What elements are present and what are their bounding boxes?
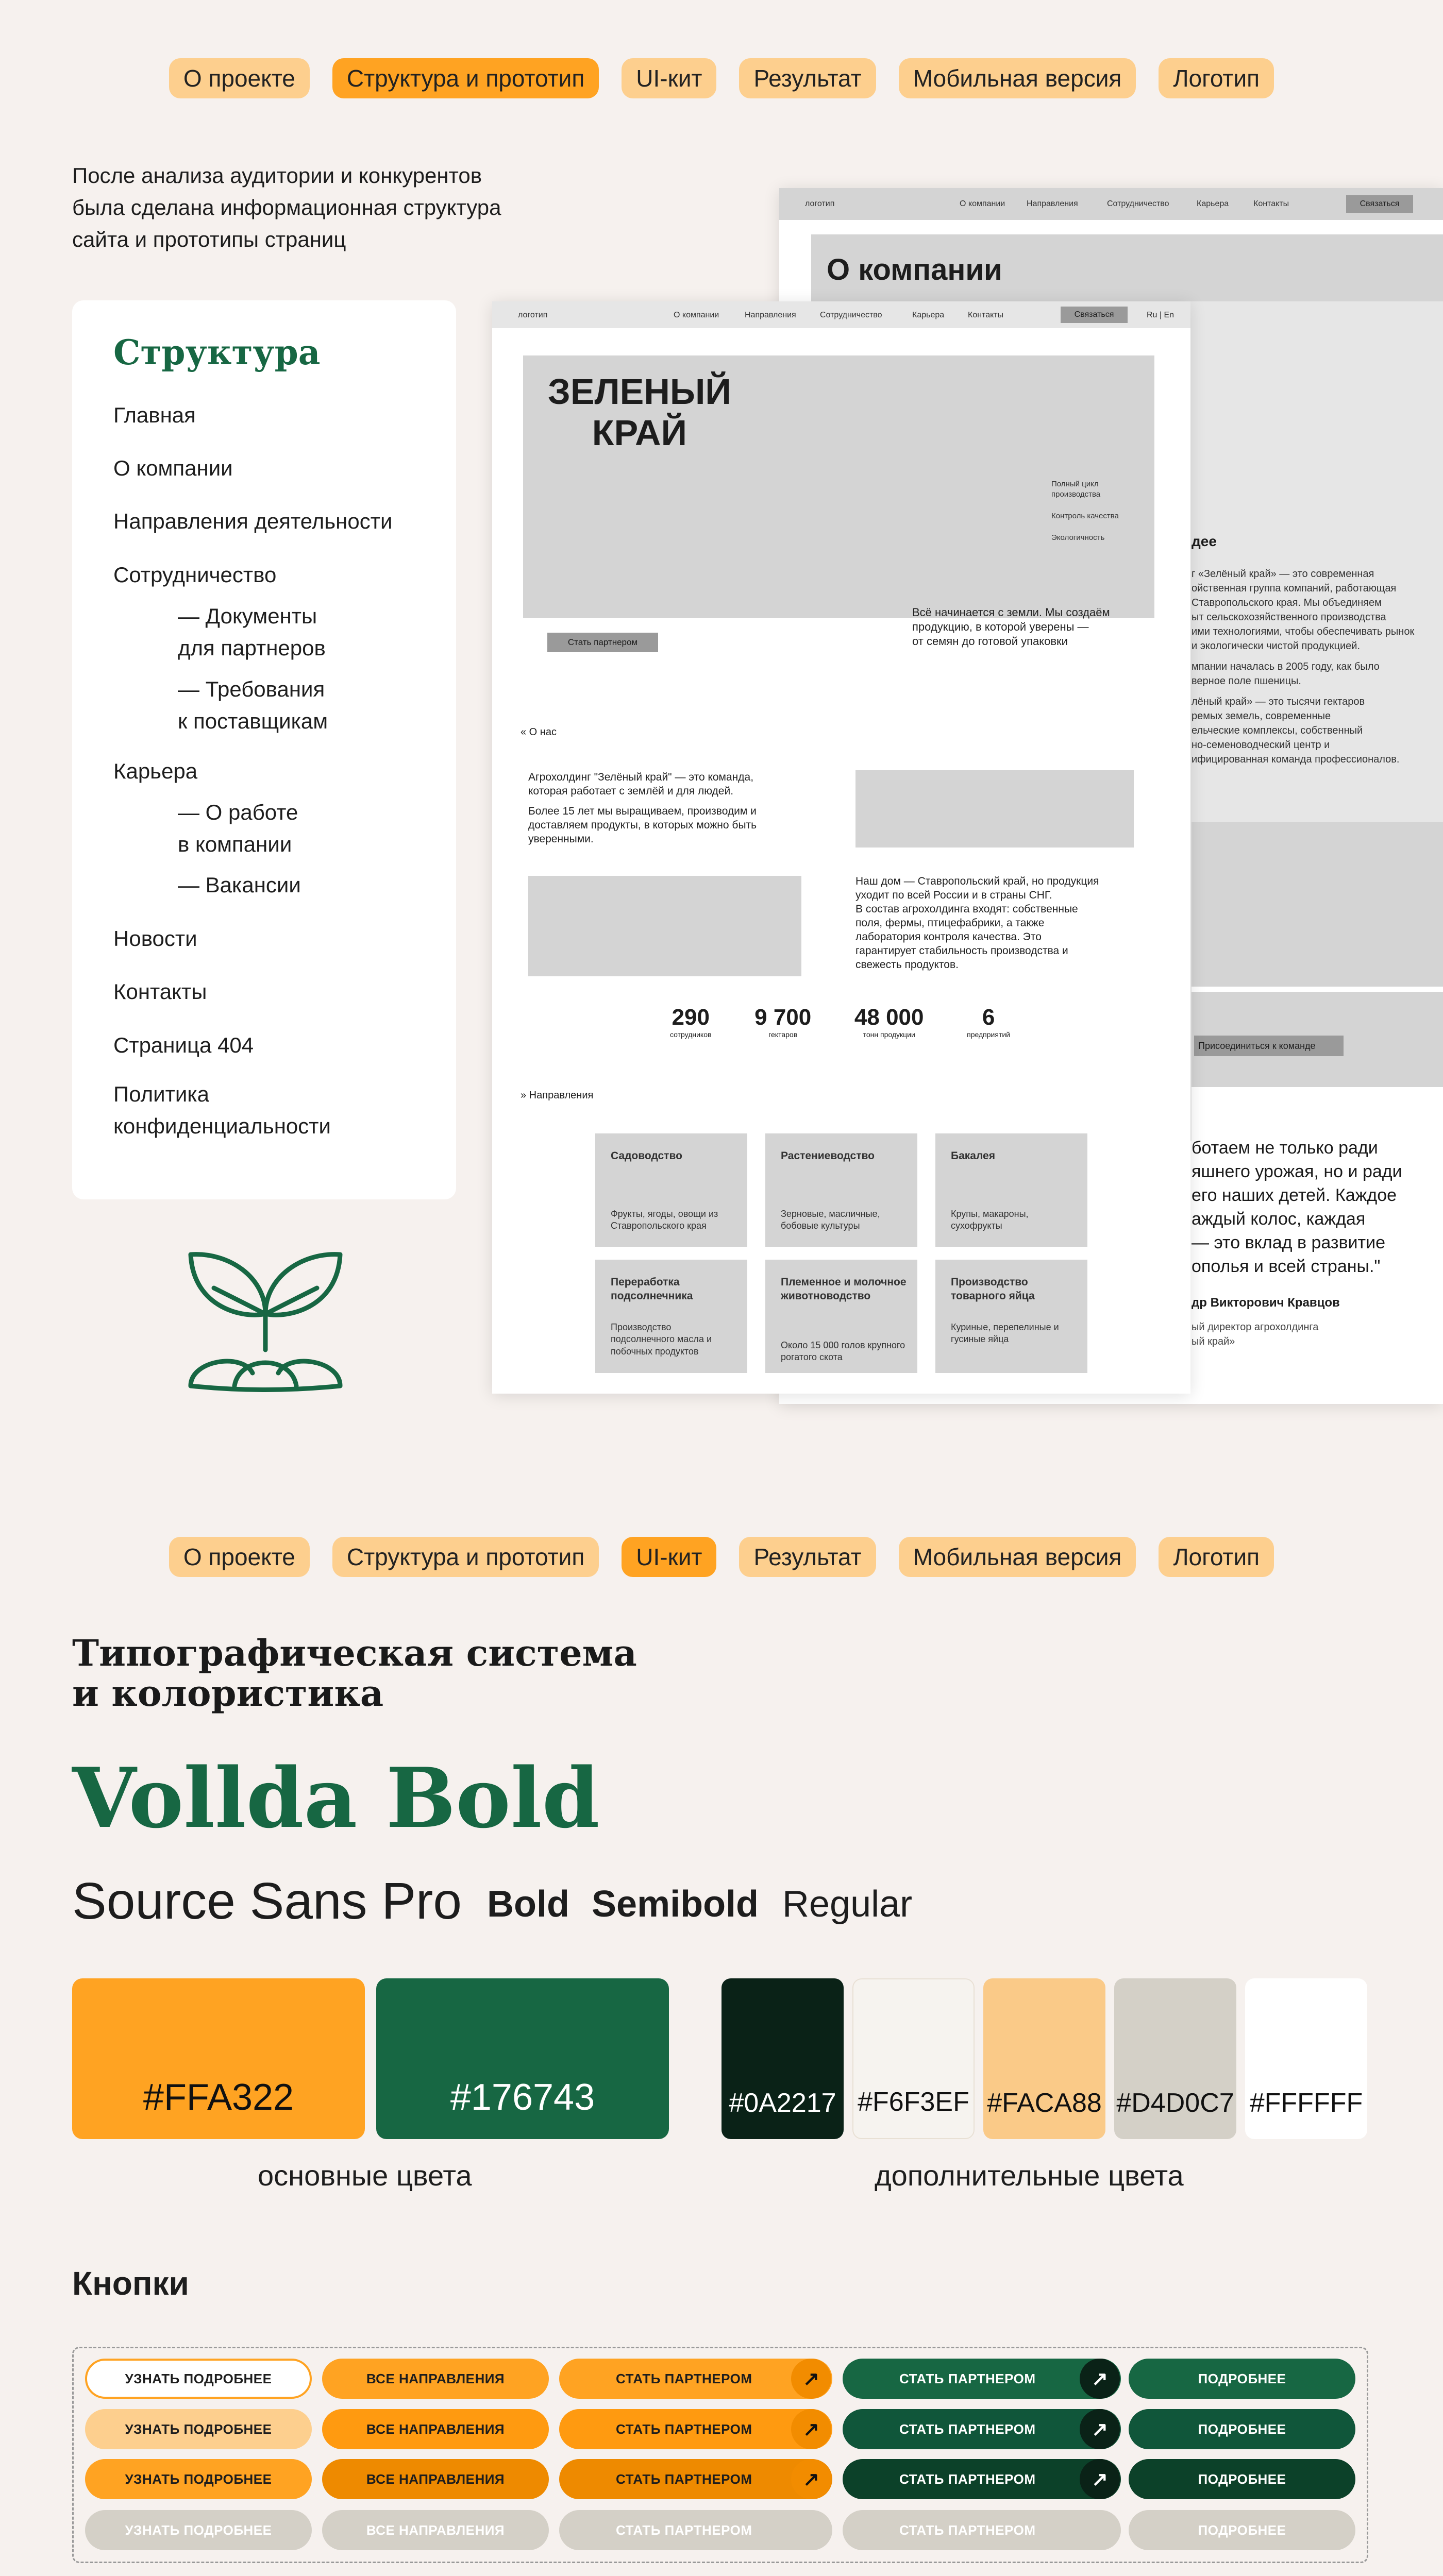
detail-button-active[interactable]: ПОДРОБНЕЕ <box>1129 2459 1355 2499</box>
intro-line: сайта и прототипы страниц <box>72 227 346 251</box>
structure-item: Карьера <box>113 759 198 783</box>
direction-title: Племенное и молочное животноводство <box>781 1276 907 1302</box>
stat-value: 6 <box>982 1005 995 1030</box>
proto-quote-role: ый край» <box>1192 1336 1235 1347</box>
quote-line: ополья и всей страны." <box>1192 1257 1381 1276</box>
partner-green-button-hover[interactable]: СТАТЬ ПАРТНЕРОМ <box>843 2409 1121 2449</box>
structure-item: к поставщикам <box>178 709 328 733</box>
feature-line: Полный цикл <box>1051 480 1099 488</box>
proto-hero-title <box>548 371 731 453</box>
direction-card[interactable] <box>935 1260 1087 1373</box>
direction-text: Производство подсолнечного масла и побочных продуктов <box>611 1322 712 1357</box>
stat-value: 290 <box>672 1005 710 1030</box>
text-line: мпании началась в 2005 году, как было <box>1192 661 1380 672</box>
partner-button-hover[interactable]: СТАТЬ ПАРТНЕРОМ <box>559 2409 832 2449</box>
proto-section-title: дее <box>1192 533 1217 549</box>
font-weight-bold: Bold <box>487 1884 569 1925</box>
structure-item: Направления деятельности <box>113 509 393 533</box>
direction-title: Растениеводство <box>781 1150 875 1162</box>
all-directions-button-hover[interactable]: ВСЕ НАПРАВЛЕНИЯ <box>322 2409 549 2449</box>
nav-uikit[interactable]: UI-кит <box>622 1537 716 1577</box>
nav-structure[interactable]: Структура и прототип <box>332 58 599 98</box>
nav-mobile[interactable]: Мобильная версия <box>899 1537 1136 1577</box>
proto-hero-features <box>1051 479 1119 543</box>
structure-item: Контакты <box>113 979 207 1004</box>
text-line: ифицированная команда профессионалов. <box>1192 754 1400 765</box>
direction-card[interactable] <box>595 1260 747 1373</box>
hero-line: КРАЙ <box>592 413 687 453</box>
stat <box>854 1005 924 1039</box>
text-line: ими технологиями, чтобы обеспечивать рынок <box>1192 626 1415 637</box>
structure-card <box>72 300 456 1199</box>
hero-text-line: Всё начинается с земли. Мы создаём <box>912 606 1110 619</box>
structure-item: Новости <box>113 926 197 951</box>
proto-logo: логотип <box>805 199 835 208</box>
structure-title: Структура <box>113 332 321 372</box>
stat-label: предприятий <box>967 1030 1010 1039</box>
about-line: свежесть продуктов. <box>855 959 959 971</box>
color-swatch-peach: #FACA88 <box>983 1978 1105 2139</box>
nav-uikit[interactable]: UI-кит <box>622 58 716 98</box>
intro-line: была сделана информационная структура <box>72 195 501 219</box>
extra-colors-caption: дополнительные цвета <box>875 2159 1184 2192</box>
proto-menu-item[interactable]: Карьера <box>1197 199 1229 208</box>
structure-item: — Вакансии <box>178 873 301 897</box>
stat-value: 9 700 <box>754 1005 812 1030</box>
arrow-icon[interactable]: ↗ <box>1080 2359 1120 2399</box>
text-line: Ставропольского края. Мы объединяем <box>1192 597 1382 608</box>
color-swatch-cream: #F6F3EF <box>852 1978 975 2139</box>
more-button-hover[interactable]: УЗНАТЬ ПОДРОБНЕЕ <box>85 2409 312 2449</box>
text-line: лёный край» — это тысячи гектаров <box>1192 696 1365 707</box>
structure-item: конфиденциальности <box>113 1114 331 1138</box>
proto-hero-button[interactable]: Стать партнером <box>547 633 658 652</box>
hero-line: ЗЕЛЕНЫЙ <box>548 371 731 412</box>
about-line: Более 15 лет мы выращиваем, производим и <box>528 805 757 817</box>
proto-about-label: « О нас <box>521 726 557 738</box>
about-line: которая работает с землёй и для людей. <box>528 785 734 797</box>
arrow-icon[interactable]: ↗ <box>791 2409 831 2449</box>
proto-directions-label: » Направления <box>521 1090 594 1101</box>
proto-quote <box>1192 1136 1402 1278</box>
structure-item: — О работе <box>178 800 298 824</box>
proto-quote-author: др Викторович Кравцов <box>1192 1296 1340 1310</box>
all-directions-button-active[interactable]: ВСЕ НАПРАВЛЕНИЯ <box>322 2459 549 2499</box>
proto-menu-item[interactable]: Направления <box>1027 199 1078 208</box>
title-line: и колористика <box>72 1672 384 1715</box>
proto-cta-button[interactable]: Связаться <box>1061 307 1128 323</box>
direction-text: Зерновые, масличные, бобовые культуры <box>781 1209 880 1231</box>
stat-label: гектаров <box>768 1030 798 1039</box>
proto-menu-item[interactable]: О компании <box>960 199 1005 208</box>
stat-label: сотрудников <box>670 1030 712 1039</box>
about-line: поля, фермы, птицефабрики, а также <box>855 917 1045 929</box>
partner-green-button-active[interactable]: СТАТЬ ПАРТНЕРОМ <box>843 2459 1121 2499</box>
color-swatch-orange: #FFA322 <box>72 1978 365 2139</box>
proto-join-button[interactable]: Присоединиться к команде <box>1194 1036 1344 1056</box>
typography-title <box>72 1633 637 1714</box>
partner-button-active[interactable]: СТАТЬ ПАРТНЕРОМ <box>559 2459 832 2499</box>
all-directions-button-disabled[interactable]: ВСЕ НАПРАВЛЕНИЯ <box>322 2510 549 2550</box>
feature-line: Экологичность <box>1051 533 1105 542</box>
quote-line: его наших детей. Каждое <box>1192 1185 1397 1205</box>
feature-line: Контроль качества <box>1051 512 1119 520</box>
detail-button-disabled[interactable]: ПОДРОБНЕЕ <box>1129 2510 1355 2550</box>
structure-item: — Документы <box>178 604 317 628</box>
prototype-home-page <box>492 301 1190 1394</box>
nav-logo[interactable]: Логотип <box>1159 1537 1274 1577</box>
proto-cta-button[interactable]: Связаться <box>1346 195 1413 213</box>
proto-menu-item[interactable]: Направления <box>745 311 796 319</box>
all-directions-button-default[interactable]: ВСЕ НАПРАВЛЕНИЯ <box>322 2359 549 2399</box>
feature-line: производства <box>1051 490 1101 499</box>
structure-item: для партнеров <box>178 636 326 660</box>
font-weight-regular: Regular <box>782 1884 913 1925</box>
main-colors-caption: основные цвета <box>258 2159 472 2192</box>
about-line: Наш дом — Ставропольский край, но продукция <box>855 875 1099 887</box>
text-line: и экологически чистой продукцией. <box>1192 640 1361 652</box>
direction-title: Производство товарного яйца <box>951 1276 1035 1302</box>
more-button-default[interactable]: УЗНАТЬ ПОДРОБНЕЕ <box>85 2359 312 2399</box>
quote-line: яшнего урожая, но и ради <box>1192 1162 1402 1181</box>
text-line: ыт сельскохозяйственного производства <box>1192 612 1386 623</box>
direction-card[interactable] <box>935 1133 1087 1247</box>
nav-about[interactable]: О проекте <box>169 1537 310 1577</box>
proto-menu-item[interactable]: Сотрудничество <box>820 311 882 319</box>
intro-line: После анализа аудитории и конкурентов <box>72 163 482 188</box>
proto-menu-item[interactable]: О компании <box>674 311 719 319</box>
more-button-disabled[interactable]: УЗНАТЬ ПОДРОБНЕЕ <box>85 2510 312 2550</box>
about-line: доставляем продукты, в которых можно быть <box>528 819 757 831</box>
partner-green-button-disabled[interactable]: СТАТЬ ПАРТНЕРОМ <box>843 2510 1121 2550</box>
proto-image <box>1192 822 1443 987</box>
section-nav-uikit <box>0 1537 1443 1577</box>
proto-lang-switch[interactable]: Ru | En <box>1147 311 1174 319</box>
structure-item: Главная <box>113 403 196 427</box>
direction-card[interactable] <box>765 1133 917 1247</box>
direction-title: Переработка подсолнечника <box>611 1276 693 1302</box>
stat-label: тонн продукции <box>863 1030 915 1039</box>
hero-text-line: продукцию, в которой уверены — <box>912 620 1089 633</box>
about-line: В состав агрохолдинга входят: собственные <box>855 903 1078 915</box>
proto-about-left <box>528 770 757 846</box>
proto-menu-item[interactable]: Сотрудничество <box>1107 199 1169 208</box>
proto-hero-text <box>912 605 1110 649</box>
stat <box>754 1005 811 1039</box>
structure-item: — Требования <box>178 677 325 701</box>
text-line: но-семеноводческий центр и <box>1192 739 1330 751</box>
proto-page-title: О компании <box>827 253 1002 286</box>
stat <box>670 1005 711 1039</box>
quote-line: ботаем не только ради <box>1192 1138 1378 1158</box>
color-swatch-dark: #0A2217 <box>722 1978 844 2139</box>
structure-item: Сотрудничество <box>113 563 277 587</box>
direction-text: Около 15 000 голов крупного рогатого скота <box>781 1340 905 1363</box>
text-line: ельческие комплексы, собственный <box>1192 725 1363 736</box>
about-line: уходит по всей России и в страны СНГ. <box>855 889 1052 901</box>
sprout-logo-icon <box>183 1247 348 1401</box>
text-line: г «Зелёный край» — это современная <box>1192 568 1374 580</box>
nav-structure[interactable]: Структура и прототип <box>332 1537 599 1577</box>
quote-line: — это вклад в развитие <box>1192 1233 1386 1252</box>
proto-menu-item[interactable]: Контакты <box>1253 199 1289 208</box>
proto-image <box>855 770 1134 848</box>
stat <box>967 1005 1010 1039</box>
partner-button-default[interactable]: СТАТЬ ПАРТНЕРОМ <box>559 2359 832 2399</box>
color-swatch-green: #176743 <box>376 1978 669 2139</box>
direction-title: Садоводство <box>611 1150 682 1162</box>
detail-button-default[interactable]: ПОДРОБНЕЕ <box>1129 2359 1355 2399</box>
proto-quote-role: ый директор агрохолдинга <box>1192 1321 1319 1333</box>
about-line: лаборатория контроля качества. Это <box>855 931 1042 943</box>
intro-text <box>72 160 501 256</box>
section-nav-top <box>0 58 1443 98</box>
structure-item: в компании <box>178 832 292 856</box>
direction-card[interactable] <box>595 1133 747 1247</box>
structure-item: Страница 404 <box>113 1033 254 1057</box>
partner-green-button-default[interactable]: СТАТЬ ПАРТНЕРОМ <box>843 2359 1121 2399</box>
proto-menu-item[interactable]: Карьера <box>912 311 945 319</box>
color-swatch-grey: #D4D0C7 <box>1114 1978 1236 2139</box>
font-sample-source: Source Sans Pro <box>72 1872 462 1930</box>
nav-about[interactable]: О проекте <box>169 58 310 98</box>
about-line: уверенными. <box>528 833 594 845</box>
stat-value: 48 000 <box>854 1005 924 1030</box>
proto-about-right <box>855 874 1099 972</box>
direction-title: Бакалея <box>951 1150 995 1162</box>
proto-logo: логотип <box>518 311 548 319</box>
structure-item: О компании <box>113 456 233 480</box>
nav-logo[interactable]: Логотип <box>1159 58 1274 98</box>
direction-card[interactable] <box>765 1260 917 1373</box>
font-sample-vollda: Vollda Bold <box>72 1750 600 1846</box>
direction-text: Крупы, макароны, сухофрукты <box>951 1209 1029 1231</box>
nav-result[interactable]: Результат <box>739 58 876 98</box>
arrow-icon[interactable]: ↗ <box>1080 2459 1120 2499</box>
partner-button-disabled[interactable]: СТАТЬ ПАРТНЕРОМ <box>559 2510 832 2550</box>
proto-menu-item[interactable]: Контакты <box>968 311 1004 319</box>
detail-button-hover[interactable]: ПОДРОБНЕЕ <box>1129 2409 1355 2449</box>
text-line: верное поле пшеницы. <box>1192 675 1301 687</box>
nav-mobile[interactable]: Мобильная версия <box>899 58 1136 98</box>
title-line: Типографическая система <box>72 1632 637 1674</box>
arrow-icon[interactable]: ↗ <box>1080 2409 1120 2449</box>
quote-line: аждый колос, каждая <box>1192 1209 1366 1229</box>
proto-about-text <box>1192 567 1414 767</box>
proto-image <box>528 876 801 976</box>
text-line: ремых земель, современные <box>1192 710 1331 722</box>
direction-text: Куриные, перепелиные и гусиные яйца <box>951 1322 1059 1345</box>
buttons-title: Кнопки <box>72 2265 189 2302</box>
about-line: гарантирует стабильность производства и <box>855 945 1068 957</box>
proto-stats <box>670 1005 1010 1039</box>
direction-text: Фрукты, ягоды, овощи из Ставропольского края <box>611 1209 718 1231</box>
arrow-icon[interactable]: ↗ <box>791 2359 831 2399</box>
hero-text-line: от семян до готовой упаковки <box>912 635 1068 648</box>
more-button-active[interactable]: УЗНАТЬ ПОДРОБНЕЕ <box>85 2459 312 2499</box>
arrow-icon[interactable]: ↗ <box>791 2459 831 2499</box>
nav-result[interactable]: Результат <box>739 1537 876 1577</box>
structure-item: Политика <box>113 1082 209 1106</box>
text-line: ойственная группа компаний, работающая <box>1192 583 1397 594</box>
font-weight-semibold: Semibold <box>592 1884 759 1925</box>
about-line: Агрохолдинг "Зелёный край" — это команда, <box>528 771 754 783</box>
color-swatch-white: #FFFFFF <box>1245 1978 1367 2139</box>
